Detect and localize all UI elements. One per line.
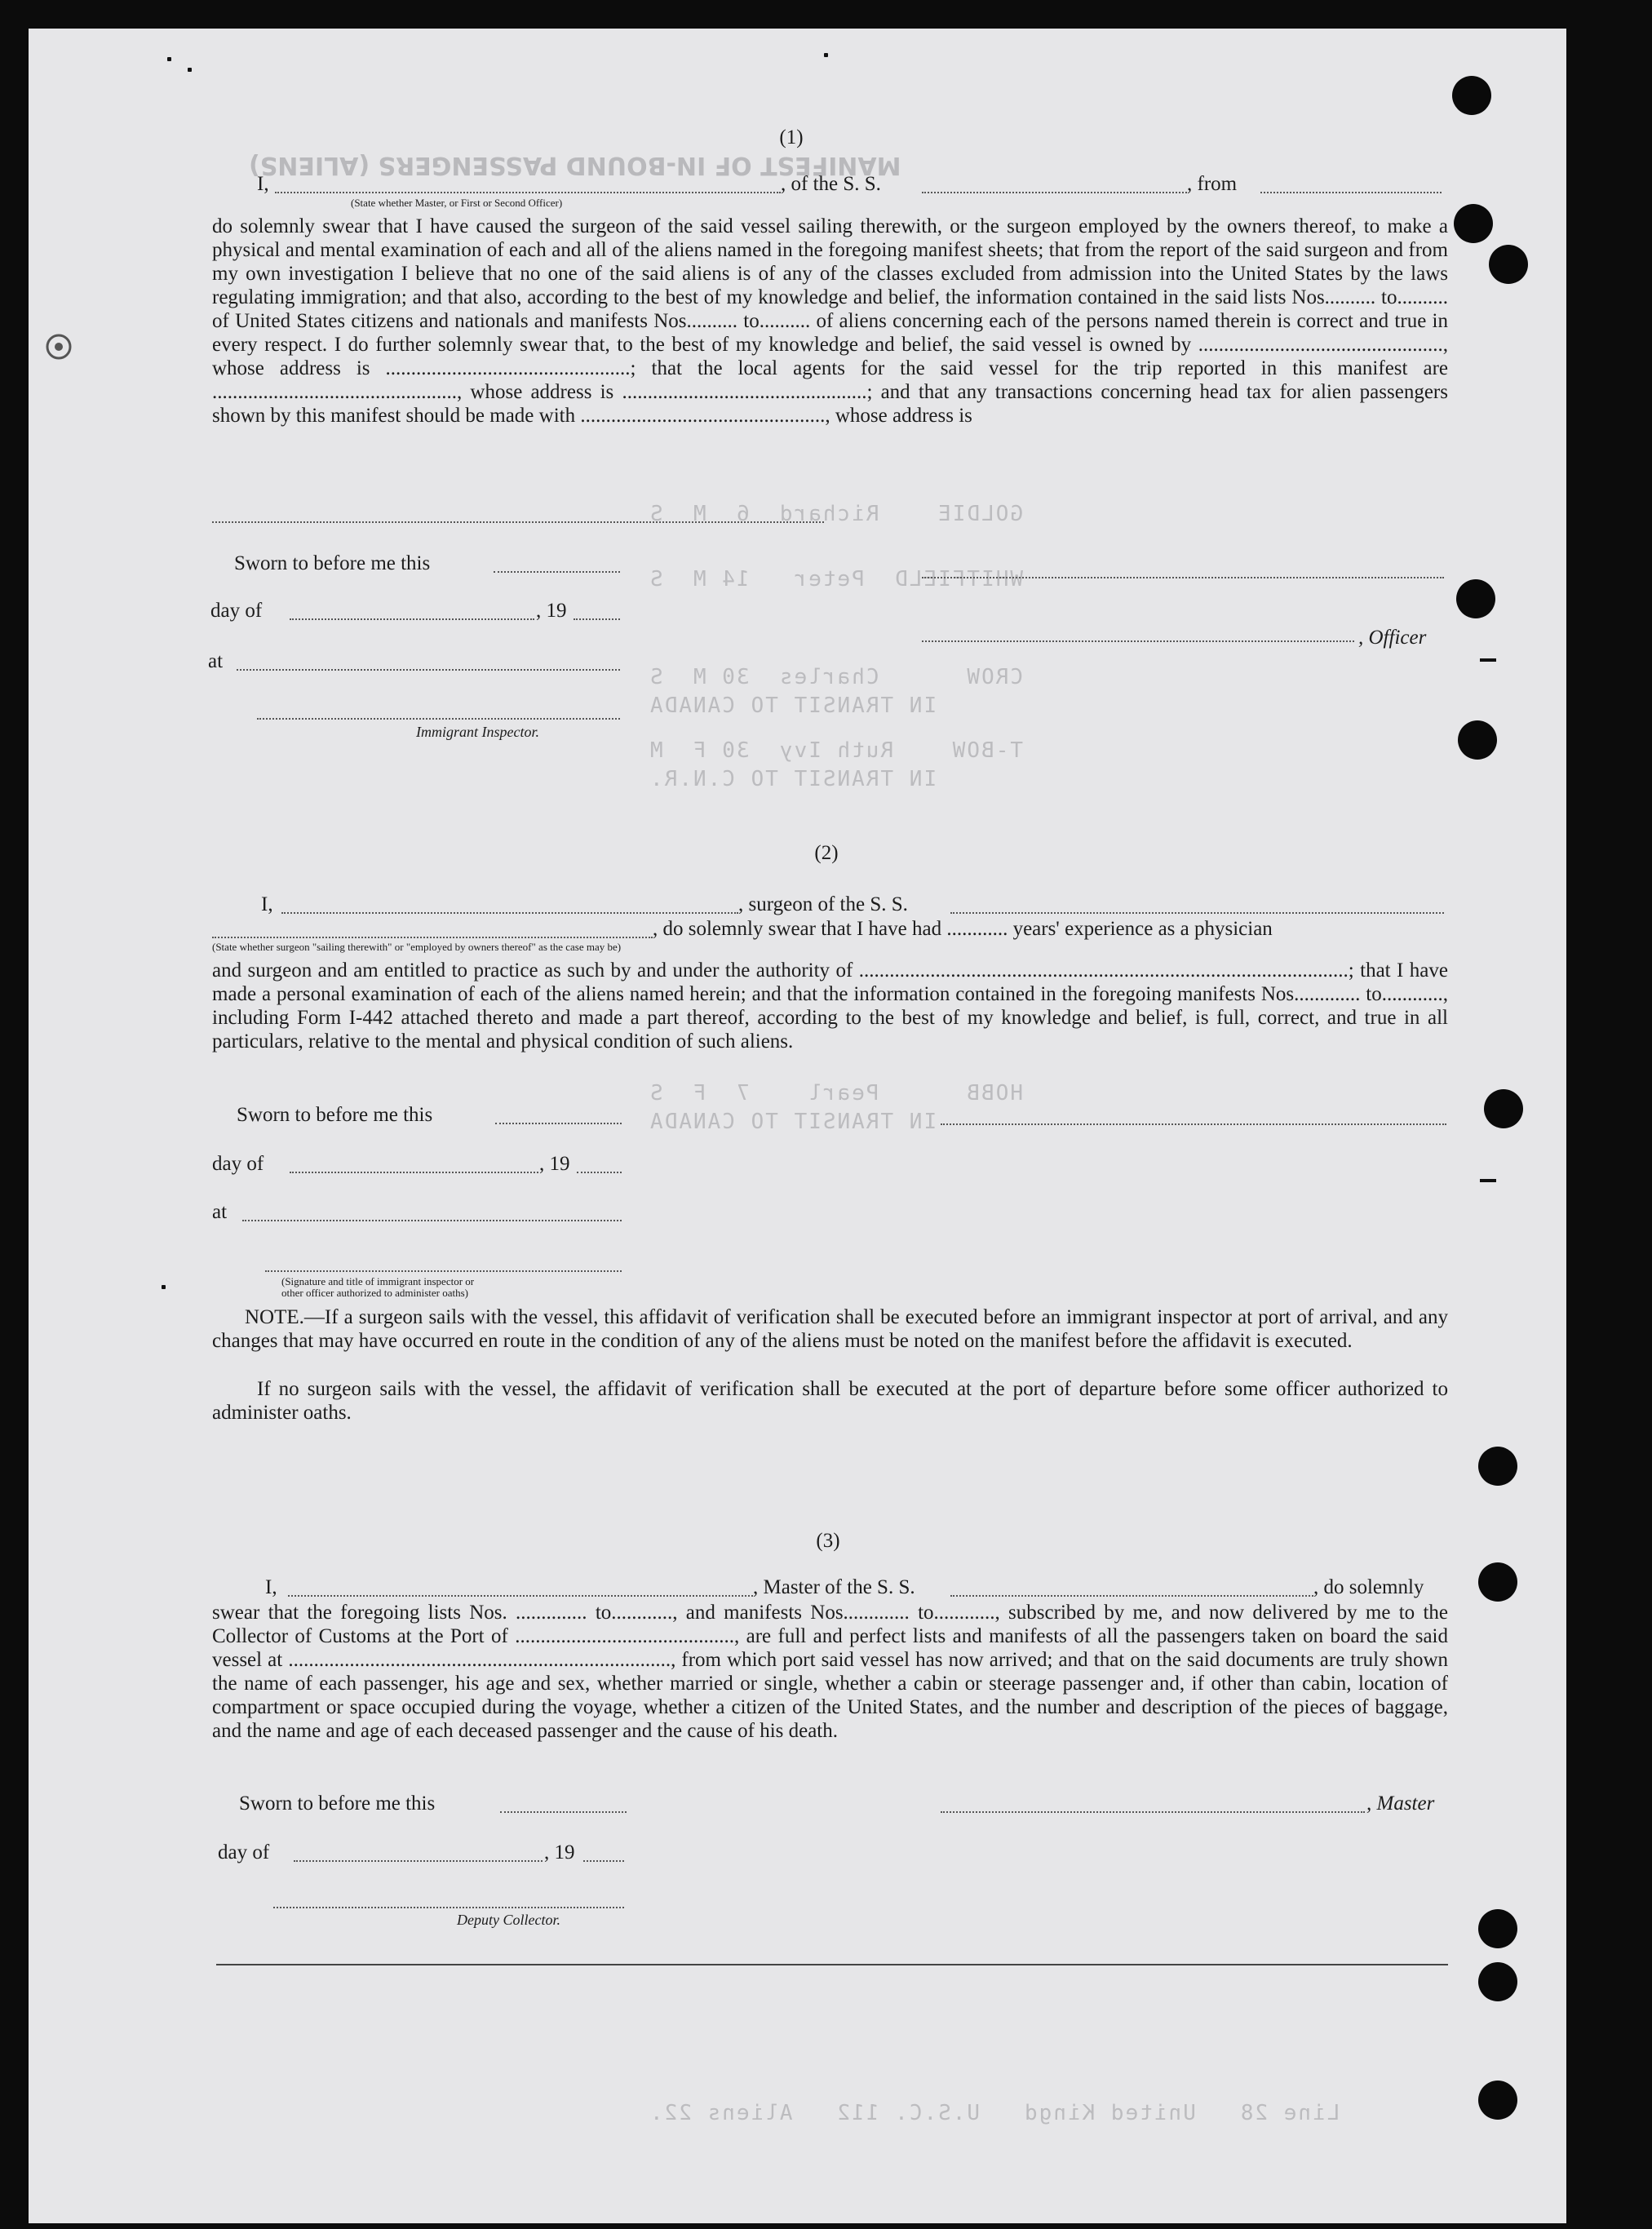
margin-mark bbox=[1480, 658, 1496, 662]
s3-deputy-collector-label: Deputy Collector. bbox=[457, 1912, 560, 1928]
punch-hole bbox=[1478, 1447, 1517, 1486]
s2-surgeon-label: , surgeon of the S. S. bbox=[738, 893, 908, 915]
s2-surgeon-status-field[interactable] bbox=[212, 937, 653, 938]
s3-collector-signature-line[interactable] bbox=[273, 1907, 624, 1908]
s2-year-field[interactable] bbox=[577, 1172, 622, 1173]
s1-from-field[interactable] bbox=[1260, 192, 1442, 193]
s3-vessel-field[interactable] bbox=[950, 1595, 1313, 1597]
s2-surgeon-name-field[interactable] bbox=[281, 912, 738, 914]
s2-surgeon-signature-line[interactable] bbox=[941, 1123, 1446, 1125]
ghost-row: GOLDIE Richard 6 M S bbox=[649, 502, 1023, 526]
ghost-row: IN TRANSIT TO C.N.R. bbox=[649, 767, 937, 791]
s3-master-signature-line[interactable] bbox=[941, 1811, 1365, 1813]
s2-note-surgeon-sails: NOTE.—If a surgeon sails with the vessel, this affidavit of verification shall be executed before an immigrant inspector at port of arrival, and any changes that may have occurred en route in the condition of any of the aliens must be noted on the manifest before the affidavit is executed. bbox=[212, 1306, 1448, 1352]
s3-i-label: I, bbox=[265, 1576, 277, 1598]
punch-hole bbox=[1454, 204, 1493, 243]
s1-officer-name-field[interactable] bbox=[275, 192, 781, 193]
punch-hole bbox=[1452, 76, 1491, 115]
speck bbox=[188, 68, 192, 72]
ghost-footer: Line 28 United Kingd U.S.C. 112 Aliens 22. bbox=[649, 2101, 1340, 2125]
s3-sworn-label: Sworn to before me this bbox=[239, 1793, 436, 1815]
punch-hole bbox=[1458, 720, 1497, 760]
s3-year-label: , 19 bbox=[544, 1841, 575, 1863]
s3-master-name-field[interactable] bbox=[288, 1595, 753, 1597]
s3-sworn-field[interactable] bbox=[500, 1811, 627, 1813]
s2-year-label: , 19 bbox=[539, 1153, 570, 1175]
ghost-row: CROW Charles 30 M S bbox=[649, 665, 1023, 689]
s1-year-field[interactable] bbox=[574, 618, 620, 620]
bottom-rule bbox=[216, 1964, 1448, 1965]
s1-from-label: , from bbox=[1187, 173, 1238, 195]
s1-i-label: I, bbox=[257, 173, 269, 195]
ghost-row: HOBB Pearl 7 F S bbox=[649, 1081, 1023, 1106]
margin-mark bbox=[1480, 1179, 1496, 1182]
ghost-row: WHITFIELD Peter 14 M S bbox=[649, 567, 1023, 592]
punch-hole bbox=[1478, 2081, 1517, 2120]
punch-hole bbox=[1484, 1089, 1523, 1128]
s2-day-of-label: day of bbox=[212, 1153, 264, 1175]
s2-sig-note-1: (Signature and title of immigrant inspector or bbox=[281, 1275, 475, 1287]
speck bbox=[167, 57, 171, 61]
s1-sworn-field[interactable] bbox=[494, 571, 620, 573]
s1-day-field[interactable] bbox=[290, 618, 534, 620]
ghost-title: MANIFEST OF IN-BOUND PASSENGERS (ALIENS) bbox=[249, 151, 901, 179]
punch-hole bbox=[1456, 579, 1495, 618]
s2-sworn-field[interactable] bbox=[495, 1123, 622, 1124]
s3-solemnly-label: , do solemnly bbox=[1313, 1576, 1424, 1598]
ghost-row: IN TRANSIT TO CANADA bbox=[649, 1110, 937, 1134]
s3-master-label: , Master of the S. S. bbox=[753, 1576, 915, 1598]
punch-hole bbox=[1478, 1962, 1517, 2001]
s1-at-field[interactable] bbox=[237, 669, 620, 671]
s1-affidavit-body: do solemnly swear that I have caused the surgeon of the said vessel sailing therewith, or the surgeon employed by the owners thereof, to make a physical and mental examination of each and all of the aliens named in the foregoing manifest sheets; that from the report of the said surgeon and from my own investigation I believe that no one of the said aliens is of any of the classes excluded from admission into the United States by the laws regulating immigration; and that also, according to the best of my knowledge and belief, the information contained in the said lists Nos.......... to.......... of United States citizens and nationals and manifests Nos.......... to.......... of aliens concerning each of the persons named therein is correct and true in every respect. I do further solemnly swear that, to the best of my knowledge and belief, the said vessel is owned by ................................................, whose address is ................................................; that the local agents for the said vessel for the trip reported in this manifest are ................................................, whose address is ................................................; and that any transactions concerning head tax for alien passengers shown by this manifest should be made with ................................................, whose address is bbox=[212, 215, 1448, 427]
punch-hole bbox=[1478, 1562, 1517, 1602]
punch-hole bbox=[1478, 1909, 1517, 1948]
s1-year-label: , 19 bbox=[536, 600, 567, 622]
s2-at-label: at bbox=[212, 1201, 228, 1223]
s3-day-of-label: day of bbox=[218, 1841, 270, 1863]
s2-official-signature-line[interactable] bbox=[265, 1270, 622, 1272]
s2-surgeon-note: (State whether surgeon "sailing therewith" or "employed by owners thereof" as the case may be) bbox=[212, 941, 622, 953]
ghost-row: IN TRANSIT TO CANADA bbox=[649, 694, 937, 718]
s2-at-field[interactable] bbox=[242, 1220, 622, 1221]
s1-inspector-label: Immigrant Inspector. bbox=[416, 724, 539, 740]
s2-sig-note-2: other officer authorized to administer oaths) bbox=[281, 1287, 468, 1299]
s1-ss-label: , of the S. S. bbox=[781, 173, 881, 195]
ghost-row: T-BOW Ruth Ivy 30 F M bbox=[649, 738, 1023, 763]
s1-at-label: at bbox=[208, 650, 224, 672]
document-page bbox=[29, 29, 1566, 2223]
s2-day-field[interactable] bbox=[290, 1172, 538, 1173]
section-3-heading: (3) bbox=[816, 1530, 840, 1552]
s1-officer-label: , Officer bbox=[1358, 627, 1427, 649]
section-2-heading: (2) bbox=[814, 842, 839, 864]
s1-sworn-label: Sworn to before me this bbox=[234, 552, 431, 574]
s1-officer-note: (State whether Master, or First or Second Officer) bbox=[351, 197, 563, 209]
s1-vessel-field[interactable] bbox=[922, 192, 1187, 193]
s2-experience-line: , do solemnly swear that I have had ............ years' experience as a physician bbox=[653, 918, 1273, 940]
s3-year-field[interactable] bbox=[583, 1860, 624, 1862]
s3-affidavit-body: swear that the foregoing lists Nos. .............. to............, and manifests Nos............. to............, subscribed by me, and now delivered by me to the Collector of Customs at the Port of ..........................................., are full and perfect lists and manifests of all the passengers taken on board the said vessel at ..........................................................................., from which port said vessel has now arrived; and that on the said documents are truly shown the name of each passenger, his age and sex, whether married or single, whether a cabin or steerage passenger and, if other than cabin, location of compartment or space occupied during the voyage, whether a citizen of the United States, and the number and description of the pieces of baggage, and the name and age of each deceased passenger and the cause of his death. bbox=[212, 1602, 1448, 1742]
s3-day-field[interactable] bbox=[294, 1860, 543, 1862]
s1-inspector-signature-line[interactable] bbox=[257, 718, 620, 720]
s2-note-no-surgeon: If no surgeon sails with the vessel, the affidavit of verification shall be executed at the port of departure before some officer authorized to administer oaths. bbox=[212, 1378, 1448, 1424]
s1-officer-title-line[interactable] bbox=[922, 640, 1354, 642]
s2-sworn-label: Sworn to before me this bbox=[237, 1104, 433, 1126]
speck bbox=[824, 53, 828, 57]
corner-circle-icon bbox=[41, 329, 77, 365]
s3-master-sig-label: , Master bbox=[1366, 1793, 1435, 1815]
punch-hole bbox=[1489, 245, 1528, 284]
s1-officer-signature-line[interactable] bbox=[922, 577, 1444, 578]
s2-i-label: I, bbox=[261, 893, 273, 915]
section-1-heading: (1) bbox=[779, 126, 804, 148]
speck bbox=[162, 1285, 166, 1289]
s1-address-field[interactable] bbox=[212, 521, 824, 523]
s2-vessel-field[interactable] bbox=[950, 912, 1444, 914]
s2-affidavit-body: and surgeon and am entitled to practice as such by and under the authority of ................................................................................................; that I have made a personal examination of each of the aliens named herein; and that the information contained in the foregoing manifests Nos............. to............, including Form I-442 attached thereto and made a part thereof, according to the best of my knowledge and belief, is full, correct, and true in all particulars, relative to the mental and physical condition of such aliens. bbox=[212, 959, 1448, 1052]
s1-day-of-label: day of bbox=[210, 600, 263, 622]
